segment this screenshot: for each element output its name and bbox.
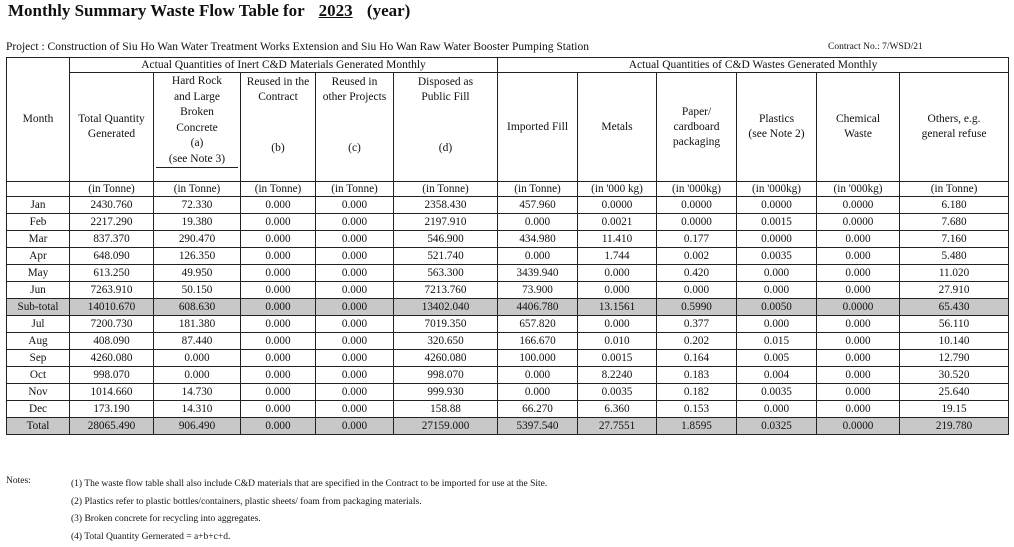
table-cell: 906.490 (154, 418, 241, 435)
table-cell: 7.160 (900, 231, 1009, 248)
table-row (7, 350, 1009, 367)
table-row (7, 367, 1009, 384)
table-cell: 0.000 (817, 265, 900, 282)
table-cell: 0.000 (498, 367, 578, 384)
table-cell: 11.020 (900, 265, 1009, 282)
table-cell: 0.164 (657, 350, 737, 367)
table-cell: 0.000 (817, 248, 900, 265)
table-cell: 0.000 (241, 418, 316, 435)
table-cell: 7019.350 (394, 316, 498, 333)
table-cell: 0.000 (316, 333, 394, 350)
table-cell: 0.0035 (737, 248, 817, 265)
table-cell: 613.250 (70, 265, 154, 282)
table-cell: 1014.660 (70, 384, 154, 401)
table-cell: 0.000 (817, 367, 900, 384)
table-cell: 0.000 (316, 265, 394, 282)
group-header-inert: Actual Quantities of Inert C&D Materials Generated Monthly (70, 58, 498, 73)
table-cell: 100.000 (498, 350, 578, 367)
table-cell: 457.960 (498, 197, 578, 214)
table-cell: 27159.000 (394, 418, 498, 435)
table-cell: 0.000 (578, 265, 657, 282)
table-cell: 1.8595 (657, 418, 737, 435)
table-cell: 0.000 (241, 282, 316, 299)
table-cell: 50.150 (154, 282, 241, 299)
table-cell: 0.0035 (578, 384, 657, 401)
unit-cell: (in '000kg) (657, 182, 737, 197)
table-cell: 4406.780 (498, 299, 578, 316)
table-row (7, 401, 1009, 418)
table-cell: 0.000 (241, 401, 316, 418)
table-cell: 6.180 (900, 197, 1009, 214)
unit-cell: (in Tonne) (498, 182, 578, 197)
header-hard-rock: Hard Rock and Large Broken Concrete (a) (see Note 3) (154, 73, 241, 182)
table-cell: 2217.290 (70, 214, 154, 231)
table-cell: 0.0021 (578, 214, 657, 231)
table-cell: 11.410 (578, 231, 657, 248)
table-cell: 4260.080 (70, 350, 154, 367)
table-cell: 173.190 (70, 401, 154, 418)
table-cell: 158.88 (394, 401, 498, 418)
table-cell: 4260.080 (394, 350, 498, 367)
title-prefix: Monthly Summary Waste Flow Table for (8, 1, 305, 20)
table-cell: 0.000 (316, 316, 394, 333)
table-cell: 0.000 (498, 214, 578, 231)
unit-cell: (in Tonne) (394, 182, 498, 197)
note-item: (2) Plastics refer to plastic bottles/containers, plastic sheets/ foam from packaging materials. (71, 496, 422, 507)
table-cell: 0.015 (737, 333, 817, 350)
table-cell: 0.000 (657, 282, 737, 299)
table-cell: 0.000 (241, 333, 316, 350)
table-cell: 521.740 (394, 248, 498, 265)
table-cell: 434.980 (498, 231, 578, 248)
table-cell: 0.202 (657, 333, 737, 350)
table-cell: 608.630 (154, 299, 241, 316)
table-cell: 0.000 (817, 282, 900, 299)
table-cell: 0.0000 (817, 214, 900, 231)
project-name: Project : Construction of Siu Ho Wan Water Treatment Works Extension and Siu Ho Wan Raw Water Booster Pumping Station (6, 41, 590, 53)
unit-cell: (in '000kg) (817, 182, 900, 197)
table-cell: 0.000 (817, 333, 900, 350)
table-cell: 0.183 (657, 367, 737, 384)
table-cell: 0.000 (817, 350, 900, 367)
notes-list (71, 476, 547, 547)
table-cell: 0.000 (154, 350, 241, 367)
table-cell: 998.070 (70, 367, 154, 384)
table-cell: 28065.490 (70, 418, 154, 435)
table-cell: 0.0000 (657, 197, 737, 214)
table-cell: 87.440 (154, 333, 241, 350)
table-cell: 0.0000 (657, 214, 737, 231)
table-cell: 66.270 (498, 401, 578, 418)
table-cell: 0.377 (657, 316, 737, 333)
table-cell: 0.000 (316, 367, 394, 384)
note-item: (3) Broken concrete for recycling into aggregates. (71, 514, 261, 525)
row-month: May (7, 265, 70, 282)
table-cell: 0.000 (817, 231, 900, 248)
title-year: 2023 (318, 1, 353, 20)
header-metals: Metals (578, 73, 657, 182)
table-cell: 0.000 (737, 316, 817, 333)
row-month: Oct (7, 367, 70, 384)
row-month: Nov (7, 384, 70, 401)
table-cell: 14.730 (154, 384, 241, 401)
table-cell: 0.000 (241, 384, 316, 401)
table-cell: 1.744 (578, 248, 657, 265)
table-cell: 0.005 (737, 350, 817, 367)
header-disposed-public-fill: Disposed as Public Fill (d) (394, 73, 498, 182)
table-cell: 7213.760 (394, 282, 498, 299)
table-row (7, 231, 1009, 248)
table-cell: 563.300 (394, 265, 498, 282)
header-chemical-waste: Chemical Waste (817, 73, 900, 182)
row-month: Jul (7, 316, 70, 333)
table-row (7, 316, 1009, 333)
unit-cell: (in Tonne) (70, 182, 154, 197)
table-cell: 0.000 (316, 282, 394, 299)
table-cell: 0.004 (737, 367, 817, 384)
notes-label: Notes: (6, 476, 31, 486)
table-cell: 0.0050 (737, 299, 817, 316)
contract-number: Contract No.: 7/WSD/21 (828, 42, 923, 52)
table-row (7, 384, 1009, 401)
table-cell: 0.0000 (737, 231, 817, 248)
table-cell: 27.910 (900, 282, 1009, 299)
table-cell: 0.000 (817, 401, 900, 418)
table-cell: 0.000 (241, 197, 316, 214)
row-month: Total (7, 418, 70, 435)
group-header-cd-wastes: Actual Quantities of C&D Wastes Generated Monthly (498, 58, 1009, 73)
table-cell: 0.0035 (737, 384, 817, 401)
table-cell: 219.780 (900, 418, 1009, 435)
table-cell: 0.5990 (657, 299, 737, 316)
unit-cell: (in Tonne) (900, 182, 1009, 197)
note-item: (4) Total Quantity Gernerated = a+b+c+d. (71, 532, 231, 543)
table-cell: 27.7551 (578, 418, 657, 435)
row-month: Feb (7, 214, 70, 231)
table-cell: 0.000 (316, 401, 394, 418)
unit-cell: (in '000 kg) (578, 182, 657, 197)
table-cell: 0.000 (241, 350, 316, 367)
title-suffix: (year) (366, 1, 411, 20)
table-cell: 19.380 (154, 214, 241, 231)
table-cell: 0.000 (737, 282, 817, 299)
table-row (7, 248, 1009, 265)
table-row (7, 282, 1009, 299)
table-cell: 0.000 (316, 299, 394, 316)
table-cell: 0.000 (241, 367, 316, 384)
table-cell: 0.0000 (817, 418, 900, 435)
table-cell: 0.0000 (817, 197, 900, 214)
table-cell: 0.0015 (737, 214, 817, 231)
table-cell: 0.000 (498, 384, 578, 401)
table-cell: 0.000 (241, 248, 316, 265)
table-cell: 0.000 (241, 214, 316, 231)
table-cell: 0.000 (316, 214, 394, 231)
table-cell: 0.000 (737, 265, 817, 282)
table-cell: 0.000 (578, 282, 657, 299)
table-body (7, 182, 1009, 435)
header-reused-other: Reused in other Projects (c) (316, 73, 394, 182)
page-title (8, 1, 410, 21)
header-others: Others, e.g. general refuse (900, 73, 1009, 182)
note-item: (1) The waste flow table shall also include C&D materials that are specified in the Contract to be imported for use at the Site. (71, 479, 548, 489)
table-cell: 5397.540 (498, 418, 578, 435)
table-cell: 0.000 (241, 231, 316, 248)
table-cell: 0.000 (154, 367, 241, 384)
table-row (7, 197, 1009, 214)
table-cell: 0.000 (817, 384, 900, 401)
table-cell: 65.430 (900, 299, 1009, 316)
header-imported-fill: Imported Fill (498, 73, 578, 182)
table-cell: 837.370 (70, 231, 154, 248)
table-cell: 0.000 (316, 248, 394, 265)
table-cell: 6.360 (578, 401, 657, 418)
table-cell: 0.0000 (578, 197, 657, 214)
row-month: Jan (7, 197, 70, 214)
units-blank (7, 182, 70, 197)
table-cell: 0.0000 (737, 197, 817, 214)
table-cell: 25.640 (900, 384, 1009, 401)
table-cell: 0.000 (316, 418, 394, 435)
table-cell: 2358.430 (394, 197, 498, 214)
table-cell: 73.900 (498, 282, 578, 299)
table-cell: 0.0000 (817, 299, 900, 316)
table-cell: 408.090 (70, 333, 154, 350)
table-row (7, 299, 1009, 316)
table-cell: 2197.910 (394, 214, 498, 231)
table-cell: 19.15 (900, 401, 1009, 418)
header-month: Month (7, 58, 70, 182)
table-cell: 0.153 (657, 401, 737, 418)
header-total-quantity: Total Quantity Generated (70, 73, 154, 182)
table-cell: 0.000 (578, 316, 657, 333)
table-cell: 13.1561 (578, 299, 657, 316)
table-cell: 49.950 (154, 265, 241, 282)
table-cell: 320.650 (394, 333, 498, 350)
row-month: Dec (7, 401, 70, 418)
table-cell: 56.110 (900, 316, 1009, 333)
table-cell: 5.480 (900, 248, 1009, 265)
table-cell: 13402.040 (394, 299, 498, 316)
header-paper: Paper/ cardboard packaging (657, 73, 737, 182)
table-cell: 0.000 (316, 197, 394, 214)
table-row (7, 265, 1009, 282)
table-cell: 999.930 (394, 384, 498, 401)
table-row (7, 333, 1009, 350)
table-cell: 0.000 (316, 231, 394, 248)
table-cell: 12.790 (900, 350, 1009, 367)
row-month: Jun (7, 282, 70, 299)
table-cell: 2430.760 (70, 197, 154, 214)
table-cell: 166.670 (498, 333, 578, 350)
table-cell: 0.0325 (737, 418, 817, 435)
table-cell: 10.140 (900, 333, 1009, 350)
table-cell: 0.000 (498, 248, 578, 265)
table-cell: 546.900 (394, 231, 498, 248)
row-month: Sep (7, 350, 70, 367)
table-cell: 0.010 (578, 333, 657, 350)
table-cell: 0.000 (316, 350, 394, 367)
table-cell: 14.310 (154, 401, 241, 418)
table-cell: 0.177 (657, 231, 737, 248)
row-month: Apr (7, 248, 70, 265)
table-cell: 0.002 (657, 248, 737, 265)
unit-cell: (in Tonne) (154, 182, 241, 197)
table-cell: 0.000 (241, 316, 316, 333)
row-month: Aug (7, 333, 70, 350)
row-month: Mar (7, 231, 70, 248)
table-cell: 998.070 (394, 367, 498, 384)
table-cell: 0.000 (241, 299, 316, 316)
unit-cell: (in Tonne) (241, 182, 316, 197)
table-cell: 290.470 (154, 231, 241, 248)
table-cell: 0.420 (657, 265, 737, 282)
table-cell: 657.820 (498, 316, 578, 333)
units-row (7, 182, 1009, 197)
table-row (7, 214, 1009, 231)
table-cell: 0.182 (657, 384, 737, 401)
table-cell: 7.680 (900, 214, 1009, 231)
table-cell: 8.2240 (578, 367, 657, 384)
table-cell: 72.330 (154, 197, 241, 214)
header-plastics: Plastics (see Note 2) (737, 73, 817, 182)
table-row (7, 418, 1009, 435)
table-cell: 0.000 (241, 265, 316, 282)
row-month: Sub-total (7, 299, 70, 316)
unit-cell: (in Tonne) (316, 182, 394, 197)
table-cell: 7200.730 (70, 316, 154, 333)
table-cell: 0.000 (316, 384, 394, 401)
table-cell: 648.090 (70, 248, 154, 265)
table-cell: 181.380 (154, 316, 241, 333)
table-cell: 7263.910 (70, 282, 154, 299)
table-cell: 0.0015 (578, 350, 657, 367)
table-cell: 126.350 (154, 248, 241, 265)
header-reused-contract: Reused in the Contract (b) (241, 73, 316, 182)
table-cell: 0.000 (737, 401, 817, 418)
table-cell: 30.520 (900, 367, 1009, 384)
table-cell: 0.000 (817, 316, 900, 333)
table-cell: 14010.670 (70, 299, 154, 316)
table-cell: 3439.940 (498, 265, 578, 282)
unit-cell: (in '000kg) (737, 182, 817, 197)
waste-flow-table (6, 57, 1009, 435)
